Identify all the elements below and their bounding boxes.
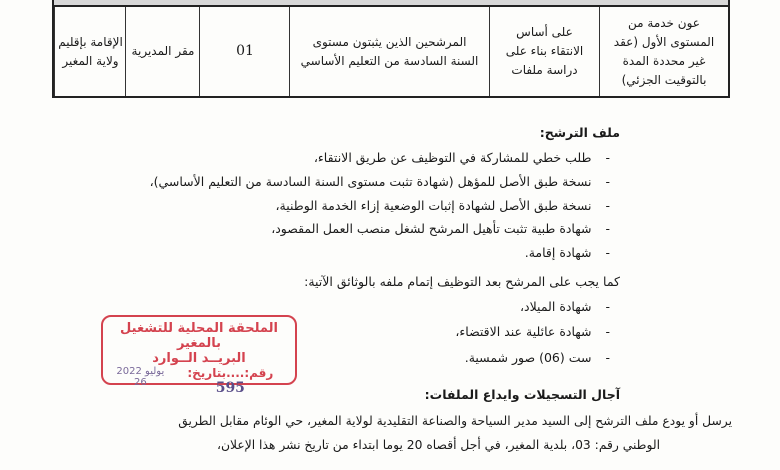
stamp-number: 595 xyxy=(215,380,245,396)
cell-residence: الإقامة بإقليم ولاية المغير xyxy=(54,7,126,96)
stamp-label: رقم:....بتاريخ: xyxy=(187,366,274,380)
cell-position: عون خدمة من المستوى الأول (عقد غير محددة المدة بالتوقيت الجزئي) xyxy=(599,7,728,96)
cell-count: 01 xyxy=(199,7,290,96)
file-item: -طلب خطي للمشاركة في التوظيف عن طريق الانتقاء، xyxy=(313,150,610,165)
deadline-paragraph-1: يرسل أو يودع ملف الترشح إلى السيد مدير السياحة والصناعة التقليدية لولاية المغير، حي الوئام مقابل الطريق xyxy=(178,414,732,428)
file-heading: ملف الترشح: xyxy=(539,125,620,140)
deadline-paragraph-2: الوطني رقم: 03، بلدية المغير، في أجل أقصاه 20 يوما ابتداء من تاريخ نشر هذا الإعلان، xyxy=(217,438,660,452)
deadline-heading: آجال التسجيلات وايداع الملفات: xyxy=(424,387,620,402)
cell-location: مقر المديرية xyxy=(125,7,200,96)
file-item: -شهادة طبية تثبت تأهيل المرشح لشغل منصب العمل المقصود، xyxy=(271,221,610,236)
stamp-line-2: البريــد الــوارد xyxy=(152,351,246,366)
stamp-date: 2022 يوليو 26 xyxy=(116,366,165,388)
cell-method: على أساس الانتقاء بناء على دراسة ملفات xyxy=(489,7,599,96)
stamp-line-1: الملحقة المحلية للتشغيل بالمغير xyxy=(120,321,278,351)
file-item: -نسخة طبق الأصل لشهادة إثبات الوضعية إزاء الخدمة الوطنية، xyxy=(275,198,610,213)
cell-conditions: المرشحين الذين يثبتون مستوى السنة السادسة من التعليم الأساسي xyxy=(289,7,489,96)
after-item: -ست (06) صور شمسية. xyxy=(464,350,610,365)
document-body xyxy=(10,0,620,470)
file-item: -شهادة إقامة. xyxy=(524,245,610,260)
incoming-mail-stamp xyxy=(101,315,297,396)
after-heading: كما يجب على المرشح بعد التوظيف إتمام ملفه بالوثائق الآتية: xyxy=(304,274,620,289)
file-item: -نسخة طبق الأصل للمؤهل (شهادة تثبت مستوى السنة السادسة من التعليم الأساسي)، xyxy=(149,174,610,189)
after-item: -شهادة عائلية عند الاقتضاء، xyxy=(455,324,610,339)
after-item: -شهادة الميلاد، xyxy=(520,299,610,314)
